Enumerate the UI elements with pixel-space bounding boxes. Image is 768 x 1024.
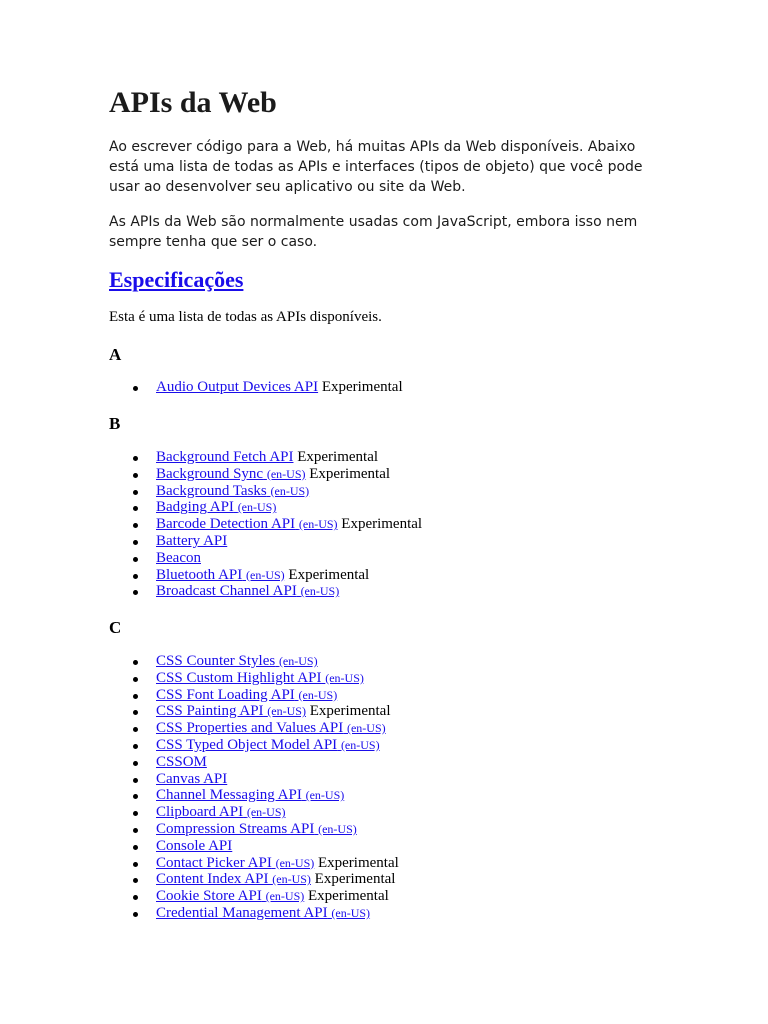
api-name: Canvas API bbox=[156, 770, 228, 787]
api-link[interactable] bbox=[156, 771, 227, 787]
locale-note: (en-US) bbox=[267, 704, 306, 719]
group-letter: B bbox=[109, 414, 121, 433]
api-link[interactable] bbox=[156, 821, 357, 837]
api-name: Broadcast Channel API bbox=[156, 583, 297, 600]
api-name: CSS Properties and Values API bbox=[156, 720, 344, 737]
api-name: Background Tasks bbox=[156, 482, 267, 499]
api-name: Background Sync bbox=[156, 465, 264, 482]
api-name: Console API bbox=[156, 837, 233, 854]
api-name: CSS Custom Highlight API bbox=[156, 669, 322, 686]
list-item bbox=[109, 855, 669, 872]
section-heading-link[interactable]: Especificações bbox=[109, 267, 244, 292]
api-name: Bluetooth API bbox=[156, 566, 243, 583]
group-letter: A bbox=[109, 345, 122, 364]
group-letter: C bbox=[109, 618, 122, 637]
list-item bbox=[109, 754, 669, 771]
locale-note: (en-US) bbox=[346, 721, 386, 736]
list-item bbox=[109, 838, 669, 855]
api-link[interactable] bbox=[156, 567, 285, 583]
api-link[interactable] bbox=[156, 499, 276, 515]
list-item bbox=[109, 516, 669, 533]
api-link[interactable] bbox=[156, 483, 309, 499]
list-item bbox=[109, 771, 669, 788]
list-item bbox=[109, 466, 669, 483]
page-title: APIs da Web bbox=[109, 86, 277, 119]
experimental-badge: Experimental bbox=[321, 379, 403, 395]
locale-note: (en-US) bbox=[275, 855, 315, 870]
list-item bbox=[109, 653, 669, 670]
api-link[interactable] bbox=[156, 838, 232, 854]
api-name: Badging API bbox=[156, 499, 234, 516]
locale-note: (en-US) bbox=[278, 654, 318, 668]
locale-note: (en-US) bbox=[270, 483, 310, 498]
experimental-badge: Experimental bbox=[341, 516, 423, 533]
list-item bbox=[109, 888, 669, 905]
list-item bbox=[109, 703, 669, 720]
api-link[interactable] bbox=[156, 379, 318, 395]
api-name: CSS Font Loading API bbox=[156, 686, 295, 703]
api-name: Audio Output Devices API bbox=[156, 379, 319, 395]
intro-paragraph: Ao escrever código para a Web, há muitas APIs da Web disponíveis. Abaixo está uma lista de todas as APIs e interfaces (tipos de objeto) que você pode usar ao desenvolver seu aplicativo ou site da Web. bbox=[109, 139, 643, 195]
intro-paragraph: As APIs da Web são normalmente usadas com JavaScript, embora isso nem sempre tenha que ser o caso. bbox=[109, 214, 638, 250]
list-item bbox=[109, 483, 669, 500]
api-link[interactable] bbox=[156, 737, 380, 753]
experimental-badge: Experimental bbox=[288, 566, 370, 583]
list-item bbox=[109, 583, 669, 600]
api-link[interactable] bbox=[156, 871, 311, 887]
list-item bbox=[109, 821, 669, 838]
api-link[interactable] bbox=[156, 550, 201, 566]
api-name: Channel Messaging API bbox=[156, 787, 302, 804]
api-name: Compression Streams API bbox=[156, 820, 315, 837]
api-link[interactable] bbox=[156, 583, 339, 599]
api-link[interactable] bbox=[156, 720, 386, 736]
list-item bbox=[109, 499, 669, 516]
list-item bbox=[109, 905, 669, 922]
api-link[interactable] bbox=[156, 516, 338, 532]
experimental-badge: Experimental bbox=[297, 449, 379, 465]
locale-note: (en-US) bbox=[237, 500, 277, 515]
list-item bbox=[109, 687, 669, 704]
list-item bbox=[109, 787, 669, 804]
api-name: Barcode Detection API bbox=[156, 516, 296, 533]
api-link[interactable] bbox=[156, 905, 370, 921]
api-link[interactable] bbox=[156, 687, 337, 703]
api-link[interactable] bbox=[156, 787, 344, 803]
api-name: Background Fetch API bbox=[156, 449, 294, 465]
locale-note: (en-US) bbox=[298, 687, 338, 702]
api-name: CSS Typed Object Model API bbox=[156, 736, 338, 753]
experimental-badge: Experimental bbox=[309, 703, 391, 720]
section-heading bbox=[109, 267, 243, 293]
list-item bbox=[109, 720, 669, 737]
list-item bbox=[109, 533, 669, 550]
api-link[interactable] bbox=[156, 754, 207, 770]
locale-note: (en-US) bbox=[272, 872, 311, 887]
locale-note: (en-US) bbox=[318, 821, 357, 836]
list-item bbox=[109, 379, 669, 396]
api-link[interactable] bbox=[156, 466, 305, 482]
api-name: Beacon bbox=[156, 549, 201, 566]
api-link[interactable] bbox=[156, 653, 318, 669]
experimental-badge: Experimental bbox=[317, 854, 399, 871]
api-name: Cookie Store API bbox=[156, 888, 262, 905]
api-name: Credential Management API bbox=[156, 904, 328, 921]
api-name: Content Index API bbox=[156, 871, 269, 888]
locale-note: (en-US) bbox=[265, 889, 305, 904]
api-name: CSS Counter Styles bbox=[156, 653, 276, 669]
locale-note: (en-US) bbox=[325, 670, 364, 685]
list-item bbox=[109, 670, 669, 687]
experimental-badge: Experimental bbox=[314, 871, 396, 888]
experimental-badge: Experimental bbox=[309, 465, 391, 482]
api-name: CSS Painting API bbox=[156, 703, 264, 720]
api-link[interactable] bbox=[156, 855, 314, 871]
api-link[interactable] bbox=[156, 449, 293, 465]
locale-note: (en-US) bbox=[331, 905, 371, 920]
api-list-a bbox=[109, 379, 669, 396]
api-link[interactable] bbox=[156, 703, 306, 719]
list-item bbox=[109, 737, 669, 754]
list-item bbox=[109, 550, 669, 567]
locale-note: (en-US) bbox=[300, 584, 340, 599]
list-item bbox=[109, 804, 669, 821]
locale-note: (en-US) bbox=[340, 737, 380, 752]
locale-note: (en-US) bbox=[266, 466, 306, 481]
list-item bbox=[109, 871, 669, 888]
api-name: Contact Picker API bbox=[156, 854, 272, 871]
list-item bbox=[109, 449, 669, 466]
api-link[interactable] bbox=[156, 888, 304, 904]
locale-note: (en-US) bbox=[305, 788, 345, 803]
locale-note: (en-US) bbox=[246, 805, 286, 820]
api-name: Battery API bbox=[156, 532, 228, 549]
list-item bbox=[109, 567, 669, 584]
locale-note: (en-US) bbox=[246, 567, 285, 582]
api-list-c bbox=[109, 653, 669, 922]
api-link[interactable] bbox=[156, 804, 286, 820]
api-link[interactable] bbox=[156, 670, 364, 686]
api-name: Clipboard API bbox=[156, 804, 244, 821]
locale-note: (en-US) bbox=[298, 517, 338, 532]
experimental-badge: Experimental bbox=[308, 888, 389, 905]
section-lead: Esta é uma lista de todas as APIs disponíveis. bbox=[109, 309, 382, 325]
api-name: CSSOM bbox=[156, 753, 207, 770]
api-link[interactable] bbox=[156, 533, 227, 549]
api-list-b bbox=[109, 449, 669, 600]
